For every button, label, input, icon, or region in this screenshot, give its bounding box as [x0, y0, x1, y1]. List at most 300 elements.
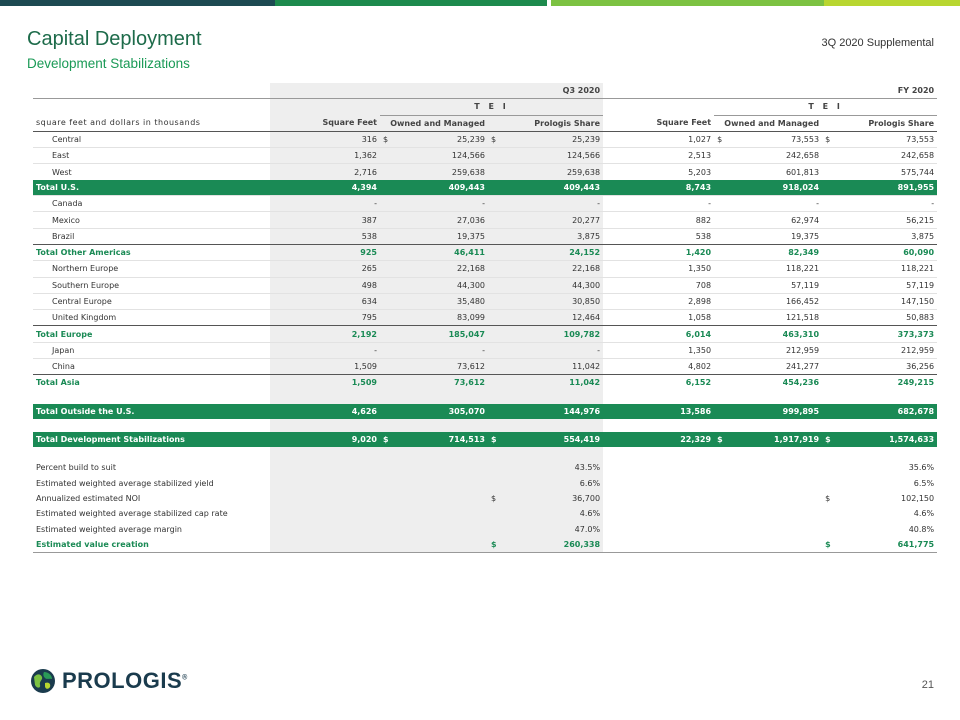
memo-q3-currency [488, 506, 506, 521]
fy-owned-managed: 19,375 [732, 228, 822, 244]
q3-prologis-share-currency [488, 326, 506, 342]
q3-owned-managed-currency [380, 293, 398, 309]
page-title: Capital Deployment [27, 28, 202, 50]
memo-blank [714, 460, 732, 475]
memo-q3-currency [488, 476, 506, 491]
memo-blank [270, 476, 380, 491]
memo-blank [603, 491, 714, 506]
q3-owned-managed-currency [380, 404, 398, 419]
row-label: Total U.S. [33, 180, 270, 196]
row-label: West [33, 164, 270, 180]
memo-blank [603, 521, 714, 536]
table-row [33, 131, 937, 147]
rule-cell [506, 553, 603, 555]
q3-square-feet: 498 [270, 277, 380, 293]
fy-square-feet: 1,350 [603, 342, 714, 358]
table-row [33, 342, 937, 358]
rule-cell [398, 553, 488, 555]
memo-row [33, 506, 937, 521]
spacer-row [33, 391, 937, 404]
memo-row [33, 476, 937, 491]
fy-owned-managed-currency: $ [714, 131, 732, 147]
table-row [33, 293, 937, 309]
table-row [33, 261, 937, 277]
memo-q3-currency [488, 521, 506, 536]
q3-owned-managed: 259,638 [398, 164, 488, 180]
row-label: Brazil [33, 228, 270, 244]
page-number: 21 [921, 679, 934, 691]
spacer-row [33, 419, 937, 432]
fy-prologis-share: 575,744 [840, 164, 937, 180]
table-bottom-rule [33, 553, 937, 555]
memo-blank [380, 521, 398, 536]
q3-owned-managed-currency: $ [380, 131, 398, 147]
header-blank [270, 99, 380, 115]
row-label: Total Outside the U.S. [33, 404, 270, 419]
q3-owned-managed-currency [380, 310, 398, 326]
fy-prologis-share-currency [822, 212, 840, 228]
memo-label: Estimated weighted average stabilized yield [36, 478, 214, 488]
q3-prologis-share: - [506, 196, 603, 212]
q3-prologis-share: 11,042 [506, 359, 603, 375]
q3-owned-managed: 305,070 [398, 404, 488, 419]
fy-owned-managed-currency [714, 375, 732, 391]
period-q3-header: Q3 2020 [270, 83, 603, 99]
spacer-cell [603, 419, 714, 432]
fy-owned-managed-currency [714, 342, 732, 358]
fy-prologis-share-currency [822, 404, 840, 419]
q3-owned-managed: 714,513 [398, 432, 488, 447]
spacer-cell [270, 447, 380, 460]
fy-prologis-share-currency: $ [822, 131, 840, 147]
supplemental-label: 3Q 2020 Supplemental [821, 37, 934, 49]
q3-prologis-share: - [506, 342, 603, 358]
q3-prologis-share-currency: $ [488, 432, 506, 447]
fy-owned-managed: 166,452 [732, 293, 822, 309]
fy-owned-managed: 454,236 [732, 375, 822, 391]
row-label: Total Other Americas [33, 244, 270, 260]
fy-square-feet: 708 [603, 277, 714, 293]
q3-owned-managed-currency [380, 375, 398, 391]
q3-square-feet: 1,509 [270, 375, 380, 391]
spacer-cell [603, 391, 714, 404]
q3-prologis-share-currency [488, 196, 506, 212]
fy-prologis-share: 1,574,633 [840, 432, 937, 447]
memo-blank [270, 506, 380, 521]
q3-prologis-share: 44,300 [506, 277, 603, 293]
q3-prologis-share: 3,875 [506, 228, 603, 244]
q3-square-feet: 634 [270, 293, 380, 309]
fy-owned-managed: 999,895 [732, 404, 822, 419]
q3-square-feet: 316 [270, 131, 380, 147]
fy-owned-managed: 73,553 [732, 131, 822, 147]
fy-owned-managed-currency [714, 244, 732, 260]
row-label: Total Asia [33, 375, 270, 391]
q3-owned-managed-currency [380, 244, 398, 260]
column-header-row [33, 115, 937, 131]
memo-q3-value: 260,338 [506, 537, 603, 553]
fy-owned-managed-currency [714, 277, 732, 293]
fy-owned-managed-currency [714, 404, 732, 419]
total-row [33, 404, 937, 419]
total-row [33, 432, 937, 447]
fy-prologis-share-currency [822, 375, 840, 391]
spacer-cell [732, 391, 822, 404]
memo-blank [380, 537, 398, 553]
table-row [33, 359, 937, 375]
fy-prologis-share-currency [822, 293, 840, 309]
q3-owned-managed-currency [380, 261, 398, 277]
spacer-cell [33, 419, 270, 432]
row-label: Canada [33, 196, 270, 212]
spacer-cell [732, 447, 822, 460]
spacer-cell [270, 419, 380, 432]
col-header-fy-square-feet: Square Feet [603, 115, 714, 131]
memo-blank [398, 476, 488, 491]
fy-owned-managed: 62,974 [732, 212, 822, 228]
q3-owned-managed-currency [380, 164, 398, 180]
q3-owned-managed: 409,443 [398, 180, 488, 196]
fy-prologis-share: 212,959 [840, 342, 937, 358]
header-blank [33, 99, 270, 115]
fy-prologis-share-currency [822, 310, 840, 326]
memo-blank [398, 521, 488, 536]
memo-blank [732, 460, 822, 475]
spacer-cell [506, 419, 603, 432]
q3-prologis-share-currency [488, 277, 506, 293]
q3-prologis-share: 409,443 [506, 180, 603, 196]
fy-owned-managed: 918,024 [732, 180, 822, 196]
fy-prologis-share: 242,658 [840, 148, 937, 164]
fy-square-feet: 8,743 [603, 180, 714, 196]
topbar-segment-2 [275, 0, 547, 6]
q3-square-feet: 795 [270, 310, 380, 326]
memo-blank [603, 460, 714, 475]
spacer-cell [603, 447, 714, 460]
memo-fy-value: 35.6% [908, 463, 935, 473]
rule-cell [840, 553, 937, 555]
fy-prologis-share-currency [822, 164, 840, 180]
memo-label: Estimated value creation [36, 539, 149, 549]
memo-row [33, 491, 937, 506]
memo-blank [603, 476, 714, 491]
q3-prologis-share: 554,419 [506, 432, 603, 447]
q3-square-feet: 1,509 [270, 359, 380, 375]
col-header-fy-owned-managed: Owned and Managed [714, 115, 822, 131]
tei-q3-header: T E I [380, 99, 603, 115]
q3-owned-managed-currency: $ [380, 432, 398, 447]
memo-blank [732, 537, 822, 553]
row-label: United Kingdom [33, 310, 270, 326]
memo-fy-value: 641,775 [897, 539, 935, 549]
q3-prologis-share-currency [488, 342, 506, 358]
memo-blank [714, 491, 732, 506]
spacer-cell [506, 391, 603, 404]
total-row [33, 180, 937, 196]
row-label: East [33, 148, 270, 164]
q3-square-feet: - [270, 342, 380, 358]
rule-cell [488, 553, 506, 555]
q3-prologis-share-currency [488, 359, 506, 375]
fy-prologis-share-currency [822, 261, 840, 277]
memo-q3-value: 6.6% [506, 476, 603, 491]
period-header-row [33, 83, 937, 99]
fy-prologis-share: 891,955 [840, 180, 937, 196]
memo-blank [398, 506, 488, 521]
fy-prologis-share-currency [822, 148, 840, 164]
memo-fy-currency: $ [825, 493, 831, 503]
row-label: Total Development Stabilizations [33, 432, 270, 447]
table-row [33, 277, 937, 293]
fy-owned-managed: 463,310 [732, 326, 822, 342]
topbar-segment-3 [551, 0, 824, 6]
total-row [33, 375, 937, 391]
memo-blank [714, 521, 732, 536]
q3-prologis-share: 259,638 [506, 164, 603, 180]
rule-cell [33, 553, 270, 555]
fy-owned-managed-currency [714, 326, 732, 342]
row-label: China [33, 359, 270, 375]
q3-prologis-share-currency [488, 261, 506, 277]
memo-fy-currency [822, 521, 840, 536]
fy-prologis-share-currency [822, 326, 840, 342]
memo-blank [603, 537, 714, 553]
q3-square-feet: 2,716 [270, 164, 380, 180]
spacer-cell [33, 391, 270, 404]
rule-cell [270, 553, 380, 555]
memo-blank [398, 460, 488, 475]
fy-square-feet: 2,898 [603, 293, 714, 309]
q3-owned-managed: 27,036 [398, 212, 488, 228]
registered-mark: ® [182, 674, 188, 682]
fy-owned-managed-currency [714, 164, 732, 180]
fy-prologis-share-currency: $ [822, 432, 840, 447]
spacer-cell [380, 447, 398, 460]
memo-q3-currency: $ [488, 537, 506, 553]
fy-prologis-share: 60,090 [840, 244, 937, 260]
fy-square-feet: 538 [603, 228, 714, 244]
q3-prologis-share: 12,464 [506, 310, 603, 326]
fy-owned-managed: 601,813 [732, 164, 822, 180]
fy-owned-managed-currency [714, 261, 732, 277]
fy-square-feet: 882 [603, 212, 714, 228]
q3-prologis-share-currency: $ [488, 131, 506, 147]
memo-row [33, 460, 937, 475]
q3-owned-managed-currency [380, 228, 398, 244]
globe-icon [30, 668, 56, 694]
fy-owned-managed: 121,518 [732, 310, 822, 326]
fy-square-feet: 5,203 [603, 164, 714, 180]
col-header-q3-owned-managed: Owned and Managed [380, 115, 488, 131]
rule-cell [732, 553, 822, 555]
spacer-cell [33, 447, 270, 460]
memo-row [33, 521, 937, 536]
total-row [33, 244, 937, 260]
fy-owned-managed-currency [714, 148, 732, 164]
q3-prologis-share-currency [488, 404, 506, 419]
tei-fy-header: T E I [714, 99, 937, 115]
q3-prologis-share-currency [488, 244, 506, 260]
col-header-q3-square-feet: Square Feet [270, 115, 380, 131]
fy-square-feet: 4,802 [603, 359, 714, 375]
q3-square-feet: 4,394 [270, 180, 380, 196]
table-row [33, 148, 937, 164]
total-row [33, 326, 937, 342]
row-label: Central Europe [33, 293, 270, 309]
memo-blank [380, 491, 398, 506]
memo-fy-value: 102,150 [901, 493, 935, 503]
fy-prologis-share: 36,256 [840, 359, 937, 375]
fy-square-feet: 13,586 [603, 404, 714, 419]
memo-blank [714, 476, 732, 491]
fy-prologis-share: 249,215 [840, 375, 937, 391]
q3-square-feet: 538 [270, 228, 380, 244]
q3-prologis-share-currency [488, 212, 506, 228]
col-header-q3-prologis-share: Prologis Share [488, 115, 603, 131]
fy-square-feet: - [603, 196, 714, 212]
memo-label: Percent build to suit [36, 463, 117, 473]
rule-cell [380, 553, 398, 555]
fy-owned-managed: 118,221 [732, 261, 822, 277]
memo-blank [270, 460, 380, 475]
fy-prologis-share-currency [822, 359, 840, 375]
q3-prologis-share: 109,782 [506, 326, 603, 342]
q3-owned-managed-currency [380, 148, 398, 164]
fy-owned-managed: 1,917,919 [732, 432, 822, 447]
row-label: Central [33, 131, 270, 147]
page-subtitle: Development Stabilizations [27, 56, 190, 71]
table-row [33, 228, 937, 244]
q3-prologis-share-currency [488, 164, 506, 180]
fy-owned-managed: - [732, 196, 822, 212]
memo-fy-currency: $ [825, 539, 831, 549]
q3-prologis-share: 22,168 [506, 261, 603, 277]
spacer-cell [822, 447, 840, 460]
q3-owned-managed-currency [380, 359, 398, 375]
header-blank [603, 99, 714, 115]
row-label: Japan [33, 342, 270, 358]
spacer-cell [822, 391, 840, 404]
fy-prologis-share: 50,883 [840, 310, 937, 326]
q3-prologis-share-currency [488, 228, 506, 244]
spacer-row [33, 447, 937, 460]
memo-blank [732, 491, 822, 506]
spacer-cell [822, 419, 840, 432]
fy-owned-managed: 82,349 [732, 244, 822, 260]
fy-owned-managed: 212,959 [732, 342, 822, 358]
fy-prologis-share: 118,221 [840, 261, 937, 277]
fy-square-feet: 1,058 [603, 310, 714, 326]
fy-prologis-share-currency [822, 228, 840, 244]
rule-cell [714, 553, 732, 555]
units-label: square feet and dollars in thousands [33, 115, 270, 131]
q3-owned-managed: 73,612 [398, 359, 488, 375]
q3-owned-managed: 73,612 [398, 375, 488, 391]
q3-prologis-share: 30,850 [506, 293, 603, 309]
fy-prologis-share-currency [822, 244, 840, 260]
spacer-cell [380, 391, 398, 404]
memo-label: Estimated weighted average stabilized cap rate [36, 509, 228, 519]
fy-owned-managed: 241,277 [732, 359, 822, 375]
memo-q3-value: 4.6% [506, 506, 603, 521]
row-label: Southern Europe [33, 277, 270, 293]
fy-prologis-share: 682,678 [840, 404, 937, 419]
fy-square-feet: 22,329 [603, 432, 714, 447]
memo-label: Annualized estimated NOI [36, 493, 141, 503]
q3-owned-managed: - [398, 342, 488, 358]
rule-cell [822, 553, 840, 555]
q3-prologis-share: 20,277 [506, 212, 603, 228]
fy-prologis-share-currency [822, 196, 840, 212]
fy-owned-managed-currency [714, 293, 732, 309]
fy-owned-managed-currency [714, 212, 732, 228]
memo-label: Estimated weighted average margin [36, 524, 182, 534]
header-blank [33, 83, 270, 99]
fy-prologis-share-currency [822, 277, 840, 293]
fy-owned-managed: 57,119 [732, 277, 822, 293]
q3-owned-managed-currency [380, 342, 398, 358]
q3-owned-managed: 83,099 [398, 310, 488, 326]
prologis-logo [30, 668, 188, 694]
memo-blank [380, 460, 398, 475]
memo-q3-value: 43.5% [506, 460, 603, 475]
fy-owned-managed-currency [714, 359, 732, 375]
fy-prologis-share-currency [822, 342, 840, 358]
memo-q3-currency: $ [488, 491, 506, 506]
fy-owned-managed: 242,658 [732, 148, 822, 164]
memo-blank [398, 491, 488, 506]
fy-square-feet: 1,420 [603, 244, 714, 260]
memo-q3-value: 36,700 [506, 491, 603, 506]
memo-blank [398, 537, 488, 553]
q3-prologis-share-currency [488, 375, 506, 391]
q3-owned-managed-currency [380, 196, 398, 212]
q3-square-feet: 1,362 [270, 148, 380, 164]
spacer-cell [380, 419, 398, 432]
topbar-segment-4 [824, 0, 960, 6]
q3-square-feet: 4,626 [270, 404, 380, 419]
spacer-cell [270, 391, 380, 404]
memo-q3-value: 47.0% [506, 521, 603, 536]
q3-owned-managed-currency [380, 212, 398, 228]
spacer-cell [398, 391, 488, 404]
q3-prologis-share: 25,239 [506, 131, 603, 147]
table-row [33, 310, 937, 326]
development-stabilizations-table [33, 83, 937, 554]
q3-owned-managed: 35,480 [398, 293, 488, 309]
memo-blank [380, 476, 398, 491]
table-row [33, 196, 937, 212]
fy-square-feet: 2,513 [603, 148, 714, 164]
q3-prologis-share-currency [488, 293, 506, 309]
spacer-cell [488, 391, 506, 404]
fy-prologis-share: 73,553 [840, 131, 937, 147]
fy-square-feet: 6,152 [603, 375, 714, 391]
spacer-cell [398, 419, 488, 432]
spacer-cell [488, 447, 506, 460]
memo-blank [732, 521, 822, 536]
memo-blank [270, 521, 380, 536]
memo-fy-value: 40.8% [908, 524, 935, 534]
q3-owned-managed-currency [380, 277, 398, 293]
memo-blank [270, 537, 380, 553]
q3-owned-managed: 25,239 [398, 131, 488, 147]
fy-square-feet: 1,350 [603, 261, 714, 277]
fy-prologis-share: 3,875 [840, 228, 937, 244]
spacer-cell [840, 447, 937, 460]
logo-wordmark [62, 668, 188, 694]
tei-header-row [33, 99, 937, 115]
